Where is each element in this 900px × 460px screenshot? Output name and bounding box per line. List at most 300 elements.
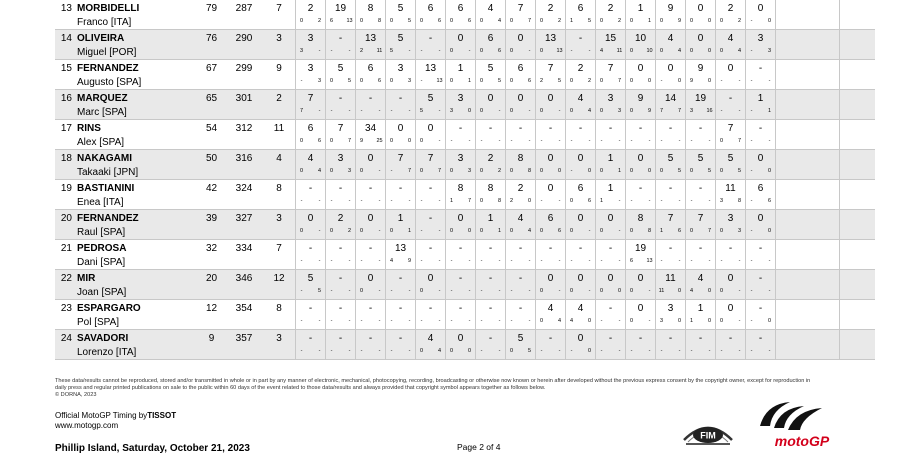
race-points-cell [386,180,416,210]
race-breakdown [476,285,505,295]
race-total-points: 1 [397,213,404,224]
rider-surname: PEDROSA [77,243,127,254]
sprint-points: - [390,108,393,114]
race-total-points: 0 [757,3,764,14]
sprint-points: - [450,318,453,324]
race-breakdown [596,75,625,85]
race-points-cell [656,210,686,240]
race-points: 1 [617,168,622,174]
race-breakdown [686,225,715,235]
race-total-points: 10 [634,33,647,44]
race-breakdown [446,195,475,205]
gap-to-previous: 9 [276,63,282,74]
race-breakdown [356,75,385,85]
race-breakdown [446,165,475,175]
rider-position: 23 [60,303,72,314]
sprint-points: 0 [599,108,604,114]
race-breakdown [326,15,355,25]
sprint-points: - [300,258,303,264]
standings-row [55,210,875,240]
race-points: 7 [527,18,532,24]
sprint-points: 0 [689,228,694,234]
race-points: 0 [767,168,772,174]
race-points-cell [746,180,776,210]
race-points-cell [416,60,446,90]
race-total-points: 0 [307,213,314,224]
rider-surname: OLIVEIRA [77,33,125,44]
race-points-cell [476,330,506,360]
sprint-points: 0 [719,48,724,54]
race-breakdown [356,255,385,265]
gap-to-previous: 12 [273,273,285,284]
race-points-cell [626,180,656,210]
race-total-points: 6 [577,183,584,194]
gap-to-leader-cell [225,0,263,30]
race-breakdown [416,15,445,25]
sprint-points: - [420,48,423,54]
race-breakdown [656,75,685,85]
race-points: - [588,288,591,294]
race-points-cell [446,180,476,210]
sprint-points: - [420,78,423,84]
race-total-points: - [428,213,433,224]
race-points: 7 [467,198,472,204]
race-points: 2 [497,168,502,174]
race-points: - [708,198,711,204]
standings-table [55,0,875,360]
race-points: - [648,198,651,204]
position-cell [55,60,75,90]
gap-to-previous-cell [263,330,296,360]
sprint-points: 0 [419,138,424,144]
sprint-points: - [450,258,453,264]
gap-to-leader-cell [225,30,263,60]
race-breakdown [296,315,325,325]
race-points-cell [326,0,356,30]
race-total-points: - [638,123,643,134]
race-points-cell [476,60,506,90]
race-points: 0 [677,288,682,294]
sprint-points: 0 [509,228,514,234]
race-points: 0 [557,168,562,174]
race-points-cell [656,150,686,180]
race-points: 2 [617,18,622,24]
race-breakdown [716,45,745,55]
race-breakdown [596,165,625,175]
empty-race-cell [840,210,876,240]
race-breakdown [626,135,655,145]
race-points: - [738,288,741,294]
race-points-cell [536,0,566,30]
race-points: 0 [587,168,592,174]
race-total-points: 0 [367,273,374,284]
rider-points: 50 [205,153,218,164]
race-points-cell [506,330,536,360]
race-points-cell [506,60,536,90]
sprint-points: 0 [359,18,364,24]
race-breakdown [536,195,565,205]
race-points-cell [446,60,476,90]
race-total-points: - [758,333,763,344]
race-breakdown [446,135,475,145]
race-breakdown [356,15,385,25]
race-points: - [438,138,441,144]
race-total-points: 0 [367,213,374,224]
race-points: - [588,138,591,144]
race-breakdown [506,45,535,55]
race-total-points: 3 [307,33,314,44]
race-total-points: - [728,243,733,254]
race-total-points: 1 [637,3,644,14]
race-points: - [618,198,621,204]
race-total-points: 4 [547,303,554,314]
race-breakdown [416,45,445,55]
race-breakdown [386,195,415,205]
race-points: - [378,288,381,294]
sprint-points: 0 [509,348,514,354]
race-total-points: - [338,333,343,344]
empty-race-cell [840,330,876,360]
race-total-points: - [518,243,523,254]
race-total-points: 4 [487,3,494,14]
race-total-points: - [548,243,553,254]
race-breakdown [536,75,565,85]
race-breakdown [746,45,775,55]
position-cell [55,300,75,330]
race-breakdown [386,135,415,145]
race-points: 16 [706,108,713,114]
race-breakdown [446,345,475,355]
sprint-points: - [660,258,663,264]
gap-to-previous-cell [263,60,296,90]
sprint-points: 0 [329,168,334,174]
race-total-points: - [338,273,343,284]
race-points: 7 [677,108,682,114]
gap-to-previous-cell [263,120,296,150]
race-total-points: 0 [397,123,404,134]
gap-to-leader-cell [225,330,263,360]
race-points-cell [626,120,656,150]
motogp-logo [752,396,848,454]
race-points-cell [716,180,746,210]
race-points-cell [746,270,776,300]
standings-row [55,90,875,120]
empty-race-cell [776,300,840,330]
race-breakdown [566,345,595,355]
race-breakdown [356,285,385,295]
sprint-points: 9 [359,138,364,144]
gap-to-leader: 346 [235,273,253,284]
race-total-points: - [488,243,493,254]
race-points: - [738,318,741,324]
race-points: 25 [376,138,383,144]
official-timing-line [55,411,176,421]
race-breakdown [476,225,505,235]
race-points-cell [416,30,446,60]
race-points-cell [626,30,656,60]
rider-position: 18 [60,153,72,164]
race-total-points: 0 [457,33,464,44]
sprint-points: 5 [419,108,424,114]
race-points-cell [626,240,656,270]
race-breakdown [536,135,565,145]
sprint-points: 0 [449,18,454,24]
sprint-points: - [510,318,513,324]
race-points-cell [356,30,386,60]
race-breakdown [656,195,685,205]
race-points: 10 [646,48,653,54]
race-breakdown [716,75,745,85]
sprint-points: 0 [539,18,544,24]
empty-race-cell [840,90,876,120]
race-total-points: - [548,333,553,344]
rider-cell [75,30,198,60]
race-total-points: 5 [397,3,404,14]
rider-firstname-nation: Dani [SPA] [77,257,126,268]
race-breakdown [596,105,625,115]
race-total-points: - [668,333,673,344]
race-breakdown [326,315,355,325]
race-points: - [678,258,681,264]
race-points: 13 [346,18,353,24]
race-points: - [438,288,441,294]
race-points: - [438,108,441,114]
sprint-points: - [420,228,423,234]
race-points: 5 [707,168,712,174]
race-total-points: - [608,123,613,134]
gap-to-previous: 3 [276,33,282,44]
website-link[interactable]: www.motogp.com [55,421,119,430]
race-points-cell [746,60,776,90]
race-points: - [378,198,381,204]
sprint-points: 0 [629,318,634,324]
sprint-points: - [660,138,663,144]
race-total-points: - [758,63,763,74]
standings-row [55,0,875,30]
race-breakdown [746,105,775,115]
race-breakdown [566,195,595,205]
sprint-points: - [720,78,723,84]
race-breakdown [746,315,775,325]
race-total-points: 0 [547,153,554,164]
race-total-points: - [368,333,373,344]
race-breakdown [476,165,505,175]
race-points: - [558,198,561,204]
race-breakdown [476,195,505,205]
race-points-cell [386,0,416,30]
race-total-points: 0 [487,93,494,104]
race-breakdown [626,105,655,115]
sprint-points: 7 [299,108,304,114]
race-total-points: 15 [604,33,617,44]
race-points: - [678,198,681,204]
race-total-points: 0 [577,153,584,164]
race-breakdown [626,195,655,205]
race-breakdown [296,225,325,235]
race-points: 4 [527,228,532,234]
race-points: 6 [467,18,472,24]
race-breakdown [686,195,715,205]
race-points-cell [656,270,686,300]
race-breakdown [686,45,715,55]
race-points: - [768,258,771,264]
sprint-points: 0 [539,168,544,174]
sprint-points: - [420,318,423,324]
race-points-cell [326,30,356,60]
race-points-cell [386,150,416,180]
points-cell [198,210,225,240]
race-points: - [378,258,381,264]
race-total-points: - [308,243,313,254]
race-breakdown [716,345,745,355]
standings-row [55,300,875,330]
empty-race-cell [776,30,840,60]
race-breakdown [566,105,595,115]
race-points-cell [686,150,716,180]
race-points-cell [596,60,626,90]
race-points-cell [476,210,506,240]
race-points: 5 [737,168,742,174]
race-points-cell [446,30,476,60]
race-total-points: 9 [667,3,674,14]
race-points: 0 [677,318,682,324]
sprint-points: - [300,198,303,204]
sprint-points: 0 [629,78,634,84]
tissot-brand: TISSOT [147,411,177,420]
sprint-points: - [330,108,333,114]
sprint-points: 0 [299,168,304,174]
sprint-points: - [330,198,333,204]
race-total-points: - [668,243,673,254]
race-points-cell [416,90,446,120]
position-cell [55,90,75,120]
race-total-points: 0 [457,333,464,344]
race-points: 9 [677,18,682,24]
race-breakdown [446,75,475,85]
race-points-cell [746,90,776,120]
race-breakdown [416,285,445,295]
race-breakdown [536,15,565,25]
points-cell [198,60,225,90]
race-breakdown [356,315,385,325]
race-points: 0 [767,318,772,324]
race-points: - [468,318,471,324]
race-breakdown [566,15,595,25]
race-points-cell [296,120,326,150]
race-points-cell [446,240,476,270]
race-points-cell [686,60,716,90]
race-points-cell [746,150,776,180]
race-breakdown [506,255,535,265]
sprint-points: 2 [359,48,364,54]
standings-row [55,60,875,90]
empty-race-cell [776,60,840,90]
race-breakdown [686,255,715,265]
race-points-cell [326,90,356,120]
race-total-points: 0 [637,273,644,284]
race-total-points: 0 [427,273,434,284]
gap-to-leader: 299 [235,63,253,74]
race-points: - [498,258,501,264]
race-total-points: 4 [427,333,434,344]
sprint-points: - [480,258,483,264]
race-points: 5 [557,78,562,84]
sprint-points: - [750,228,753,234]
race-points-cell [506,300,536,330]
race-breakdown [566,315,595,325]
fim-logo [678,418,738,448]
race-points: 2 [317,18,322,24]
race-points-cell [296,330,326,360]
race-breakdown [326,195,355,205]
race-total-points: 1 [487,213,494,224]
sprint-points: - [390,318,393,324]
race-points: - [618,348,621,354]
sprint-points: 0 [539,228,544,234]
race-points-cell [296,240,326,270]
race-points: - [408,348,411,354]
race-total-points: 34 [364,123,377,134]
rider-surname: FERNANDEZ [77,63,139,74]
race-points-cell [566,180,596,210]
race-breakdown [506,75,535,85]
race-total-points: 13 [394,243,407,254]
race-points-cell [596,120,626,150]
standings-row [55,240,875,270]
gap-to-previous-cell [263,0,296,30]
sprint-points: 0 [329,138,334,144]
sprint-points: - [540,198,543,204]
sprint-points: - [720,108,723,114]
race-points-cell [656,240,686,270]
race-points-cell [386,60,416,90]
race-points: 3 [407,78,412,84]
rider-surname: BASTIANINI [77,183,135,194]
race-total-points: - [458,123,463,134]
sprint-points: - [450,288,453,294]
empty-race-cell [776,90,840,120]
race-total-points: 0 [547,93,554,104]
race-points: - [618,228,621,234]
gap-to-leader: 301 [235,93,253,104]
race-total-points: 4 [577,303,584,314]
race-breakdown [686,15,715,25]
race-points-cell [566,60,596,90]
race-breakdown [746,255,775,265]
race-breakdown [506,225,535,235]
race-points: - [618,318,621,324]
race-breakdown [656,345,685,355]
race-points: 0 [707,48,712,54]
race-total-points: 4 [727,33,734,44]
sprint-points: 0 [479,108,484,114]
rider-position: 16 [60,93,72,104]
race-total-points: 0 [637,303,644,314]
gap-to-previous-cell [263,210,296,240]
rider-firstname-nation: Augusto [SPA] [77,77,142,88]
race-breakdown [296,285,325,295]
empty-race-cell [776,210,840,240]
race-breakdown [566,135,595,145]
race-points-cell [686,0,716,30]
race-total-points: 7 [517,3,524,14]
race-breakdown [296,135,325,145]
race-points-cell [296,30,326,60]
position-cell [55,120,75,150]
empty-race-cell [840,120,876,150]
race-points: - [528,108,531,114]
disclaimer [55,378,815,399]
